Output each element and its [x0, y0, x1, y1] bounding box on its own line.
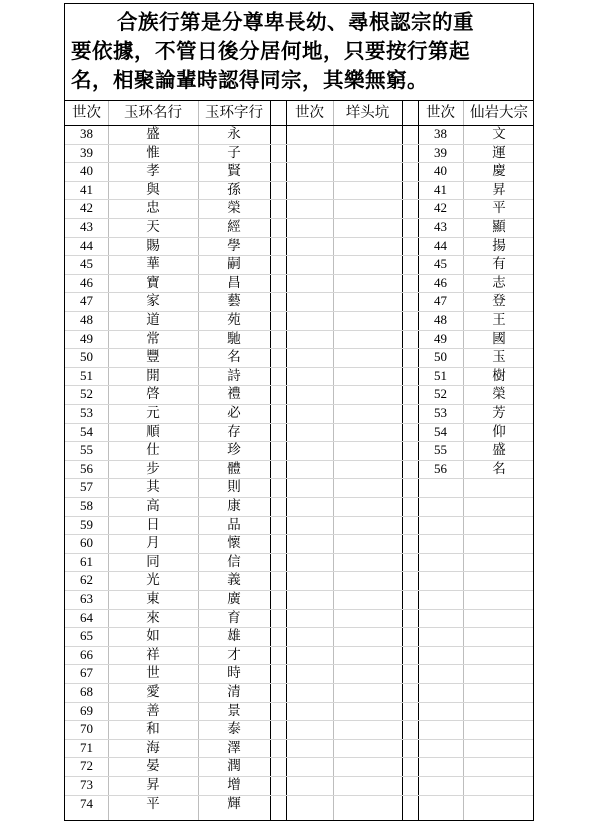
yuhuan-courtesy-char-cell: 子: [227, 144, 241, 161]
yuhuan-generation-cell: 46: [80, 274, 93, 290]
xianyan-name-char-cell: 有: [492, 256, 506, 273]
yuhuan-name-char-cell: 日: [146, 516, 160, 533]
yuhuan-generation-cell: 39: [80, 144, 93, 160]
yuhuan-courtesy-char-cell: 增: [227, 777, 241, 793]
xianyan-name-char-cell: 登: [492, 293, 506, 310]
lineage-sheet: [64, 3, 534, 821]
yuhuan-courtesy-char-cell: 永: [227, 126, 241, 142]
column-header: 世次: [72, 105, 101, 121]
yuhuan-generation-cell: 41: [80, 181, 93, 197]
xianyan-generation-cell: 55: [434, 442, 447, 458]
yuhuan-generation-cell: 65: [80, 628, 93, 644]
yuhuan-name-char-cell: 元: [146, 405, 160, 421]
yuhuan-generation-cell: 51: [80, 367, 93, 383]
yuhuan-courtesy-char-cell: 雄: [227, 628, 241, 645]
generation-table: [65, 101, 533, 820]
yuhuan-courtesy-char-cell: 康: [227, 498, 241, 514]
yuhuan-courtesy-char-cell: 珍: [227, 442, 241, 459]
yuhuan-name-char-cell: 開: [146, 367, 160, 384]
xianyan-generation-cell: 43: [434, 219, 447, 234]
yuhuan-name-char-cell: 世: [146, 665, 160, 682]
yuhuan-generation-cell: 66: [80, 646, 93, 662]
yuhuan-name-char-cell: 祥: [146, 646, 160, 663]
intro-line-2: 要依據，不管日後分居何地，只要按行第起: [71, 39, 470, 63]
yuhuan-name-char-cell: 賜: [146, 237, 160, 254]
yuhuan-name-char-cell: 其: [146, 479, 160, 496]
yuhuan-courtesy-char-cell: 禮: [227, 386, 241, 403]
xianyan-generation-cell: 40: [434, 163, 447, 179]
yuhuan-courtesy-char-cell: 體: [227, 460, 241, 477]
yuhuan-generation-cell: 44: [80, 237, 93, 253]
xianyan-generation-cell: 48: [434, 312, 447, 327]
yuhuan-generation-cell: 43: [80, 219, 93, 234]
yuhuan-generation-cell: 54: [80, 423, 93, 439]
yuhuan-generation-cell: 42: [80, 200, 93, 216]
xianyan-generation-cell: 50: [434, 349, 447, 365]
column-header: 垟头坑: [345, 105, 390, 121]
yuhuan-courtesy-char-cell: 廣: [227, 591, 241, 607]
xianyan-generation-cell: 52: [434, 386, 447, 402]
yuhuan-courtesy-char-cell: 時: [227, 665, 241, 682]
yuhuan-name-char-cell: 豐: [146, 349, 160, 366]
yuhuan-generation-cell: 73: [80, 777, 93, 792]
xianyan-generation-cell: 45: [434, 256, 447, 272]
yuhuan-name-char-cell: 孝: [146, 163, 160, 180]
yuhuan-generation-cell: 62: [80, 572, 93, 588]
yuhuan-generation-cell: 52: [80, 386, 93, 402]
xianyan-name-char-cell: 顯: [492, 219, 506, 235]
yuhuan-generation-cell: 55: [80, 442, 93, 458]
yuhuan-courtesy-char-cell: 學: [227, 237, 241, 254]
yuhuan-generation-cell: 45: [80, 256, 93, 272]
yuhuan-courtesy-char-cell: 馳: [227, 330, 241, 347]
xianyan-name-char-cell: 盛: [492, 442, 506, 459]
intro-line-1: 合族行第是分尊卑長幼、尋根認宗的重: [117, 10, 474, 34]
yuhuan-name-char-cell: 盛: [146, 126, 160, 142]
yuhuan-courtesy-char-cell: 經: [227, 219, 241, 235]
yuhuan-name-char-cell: 常: [146, 330, 160, 347]
yuhuan-name-char-cell: 仕: [146, 442, 160, 459]
yuhuan-courtesy-char-cell: 品: [227, 516, 241, 533]
yuhuan-name-char-cell: 啓: [146, 386, 160, 403]
yuhuan-name-char-cell: 與: [146, 181, 160, 198]
xianyan-name-char-cell: 王: [492, 312, 506, 328]
yuhuan-name-char-cell: 寶: [146, 274, 160, 291]
xianyan-name-char-cell: 榮: [492, 386, 506, 403]
xianyan-generation-cell: 46: [434, 274, 447, 290]
xianyan-generation-cell: 51: [434, 367, 447, 383]
yuhuan-generation-cell: 47: [80, 293, 93, 309]
yuhuan-courtesy-char-cell: 孫: [227, 181, 241, 198]
yuhuan-name-char-cell: 高: [146, 498, 160, 514]
xianyan-name-char-cell: 芳: [492, 405, 506, 421]
yuhuan-name-char-cell: 家: [146, 293, 160, 310]
yuhuan-generation-cell: 64: [80, 609, 93, 625]
yuhuan-name-char-cell: 晏: [146, 758, 160, 775]
yuhuan-generation-cell: 59: [80, 516, 93, 532]
xianyan-name-char-cell: 國: [492, 330, 506, 347]
xianyan-generation-cell: 49: [434, 330, 447, 346]
xianyan-generation-cell: 54: [434, 423, 447, 439]
yuhuan-name-char-cell: 月: [146, 535, 160, 552]
yuhuan-name-char-cell: 昇: [146, 777, 160, 793]
xianyan-name-char-cell: 名: [492, 460, 506, 477]
yuhuan-courtesy-char-cell: 義: [227, 572, 241, 589]
xianyan-generation-cell: 47: [434, 293, 447, 309]
yuhuan-name-char-cell: 華: [146, 256, 160, 273]
xianyan-name-char-cell: 揚: [492, 237, 506, 254]
yuhuan-name-char-cell: 步: [146, 460, 160, 477]
yuhuan-generation-cell: 56: [80, 460, 93, 476]
yuhuan-name-char-cell: 道: [146, 312, 160, 328]
yuhuan-generation-cell: 72: [80, 758, 93, 774]
yuhuan-courtesy-char-cell: 泰: [227, 721, 241, 738]
xianyan-name-char-cell: 文: [492, 126, 506, 142]
column-header: 世次: [295, 105, 324, 121]
yuhuan-generation-cell: 50: [80, 349, 93, 365]
yuhuan-generation-cell: 60: [80, 535, 93, 551]
yuhuan-name-char-cell: 順: [146, 423, 160, 440]
xianyan-name-char-cell: 慶: [492, 163, 506, 180]
column-header: 玉环名行: [124, 105, 182, 121]
yuhuan-courtesy-char-cell: 則: [227, 479, 241, 496]
yuhuan-generation-cell: 38: [80, 126, 93, 141]
intro-line-3: 名，相聚論輩時認得同宗，其樂無窮。: [71, 68, 428, 92]
yuhuan-name-char-cell: 忠: [146, 200, 160, 217]
yuhuan-courtesy-char-cell: 藝: [227, 293, 241, 310]
yuhuan-courtesy-char-cell: 昌: [227, 274, 241, 291]
yuhuan-name-char-cell: 善: [146, 702, 160, 719]
column-header: 世次: [426, 105, 455, 121]
yuhuan-courtesy-char-cell: 存: [227, 423, 241, 440]
xianyan-generation-cell: 38: [434, 126, 447, 141]
yuhuan-generation-cell: 67: [80, 665, 93, 681]
xianyan-generation-cell: 53: [434, 405, 447, 420]
yuhuan-name-char-cell: 天: [146, 219, 160, 235]
yuhuan-name-char-cell: 海: [146, 739, 160, 756]
yuhuan-generation-cell: 49: [80, 330, 93, 346]
xianyan-generation-cell: 42: [434, 200, 447, 216]
intro-paragraph: [65, 4, 533, 101]
yuhuan-generation-cell: 70: [80, 721, 93, 737]
yuhuan-courtesy-char-cell: 育: [227, 609, 241, 626]
column-header: 玉环字行: [205, 105, 263, 121]
xianyan-name-char-cell: 昇: [492, 181, 506, 198]
yuhuan-name-char-cell: 愛: [146, 684, 160, 700]
yuhuan-courtesy-char-cell: 景: [227, 702, 241, 719]
yuhuan-name-char-cell: 東: [146, 591, 160, 607]
yuhuan-courtesy-char-cell: 苑: [227, 312, 241, 328]
yuhuan-generation-cell: 68: [80, 684, 93, 699]
yuhuan-name-char-cell: 平: [146, 795, 160, 812]
xianyan-name-char-cell: 仰: [492, 423, 506, 440]
yuhuan-courtesy-char-cell: 榮: [227, 200, 241, 217]
xianyan-generation-cell: 39: [434, 144, 447, 160]
xianyan-generation-cell: 41: [434, 181, 447, 197]
yuhuan-name-char-cell: 如: [146, 628, 160, 645]
xianyan-name-char-cell: 志: [492, 274, 506, 291]
xianyan-generation-cell: 44: [434, 237, 447, 253]
yuhuan-courtesy-char-cell: 嗣: [227, 256, 241, 273]
yuhuan-generation-cell: 63: [80, 591, 93, 606]
xianyan-name-char-cell: 平: [492, 200, 506, 217]
yuhuan-name-char-cell: 同: [146, 553, 160, 570]
yuhuan-courtesy-char-cell: 懷: [227, 535, 241, 552]
yuhuan-courtesy-char-cell: 詩: [227, 367, 241, 384]
yuhuan-generation-cell: 74: [80, 795, 93, 811]
yuhuan-generation-cell: 48: [80, 312, 93, 327]
yuhuan-generation-cell: 40: [80, 163, 93, 179]
yuhuan-courtesy-char-cell: 潤: [227, 758, 241, 775]
yuhuan-generation-cell: 71: [80, 739, 93, 755]
yuhuan-courtesy-char-cell: 信: [227, 553, 241, 570]
xianyan-name-char-cell: 運: [492, 144, 506, 161]
yuhuan-courtesy-char-cell: 輝: [227, 795, 241, 812]
yuhuan-courtesy-char-cell: 才: [227, 646, 241, 663]
xianyan-generation-cell: 56: [434, 460, 447, 476]
yuhuan-courtesy-char-cell: 賢: [227, 163, 241, 180]
yuhuan-generation-cell: 69: [80, 702, 93, 718]
xianyan-name-char-cell: 玉: [492, 349, 506, 366]
column-header: 仙岩大宗: [470, 105, 528, 121]
yuhuan-generation-cell: 58: [80, 498, 93, 513]
yuhuan-courtesy-char-cell: 必: [227, 405, 241, 421]
yuhuan-name-char-cell: 和: [146, 721, 160, 738]
yuhuan-name-char-cell: 惟: [146, 144, 160, 161]
xianyan-name-char-cell: 樹: [492, 367, 506, 384]
yuhuan-generation-cell: 57: [80, 479, 93, 495]
yuhuan-name-char-cell: 來: [146, 609, 160, 626]
yuhuan-generation-cell: 53: [80, 405, 93, 420]
yuhuan-courtesy-char-cell: 澤: [227, 739, 241, 756]
yuhuan-name-char-cell: 光: [146, 572, 160, 589]
yuhuan-courtesy-char-cell: 清: [227, 684, 241, 700]
yuhuan-generation-cell: 61: [80, 553, 93, 569]
yuhuan-courtesy-char-cell: 名: [227, 349, 241, 366]
